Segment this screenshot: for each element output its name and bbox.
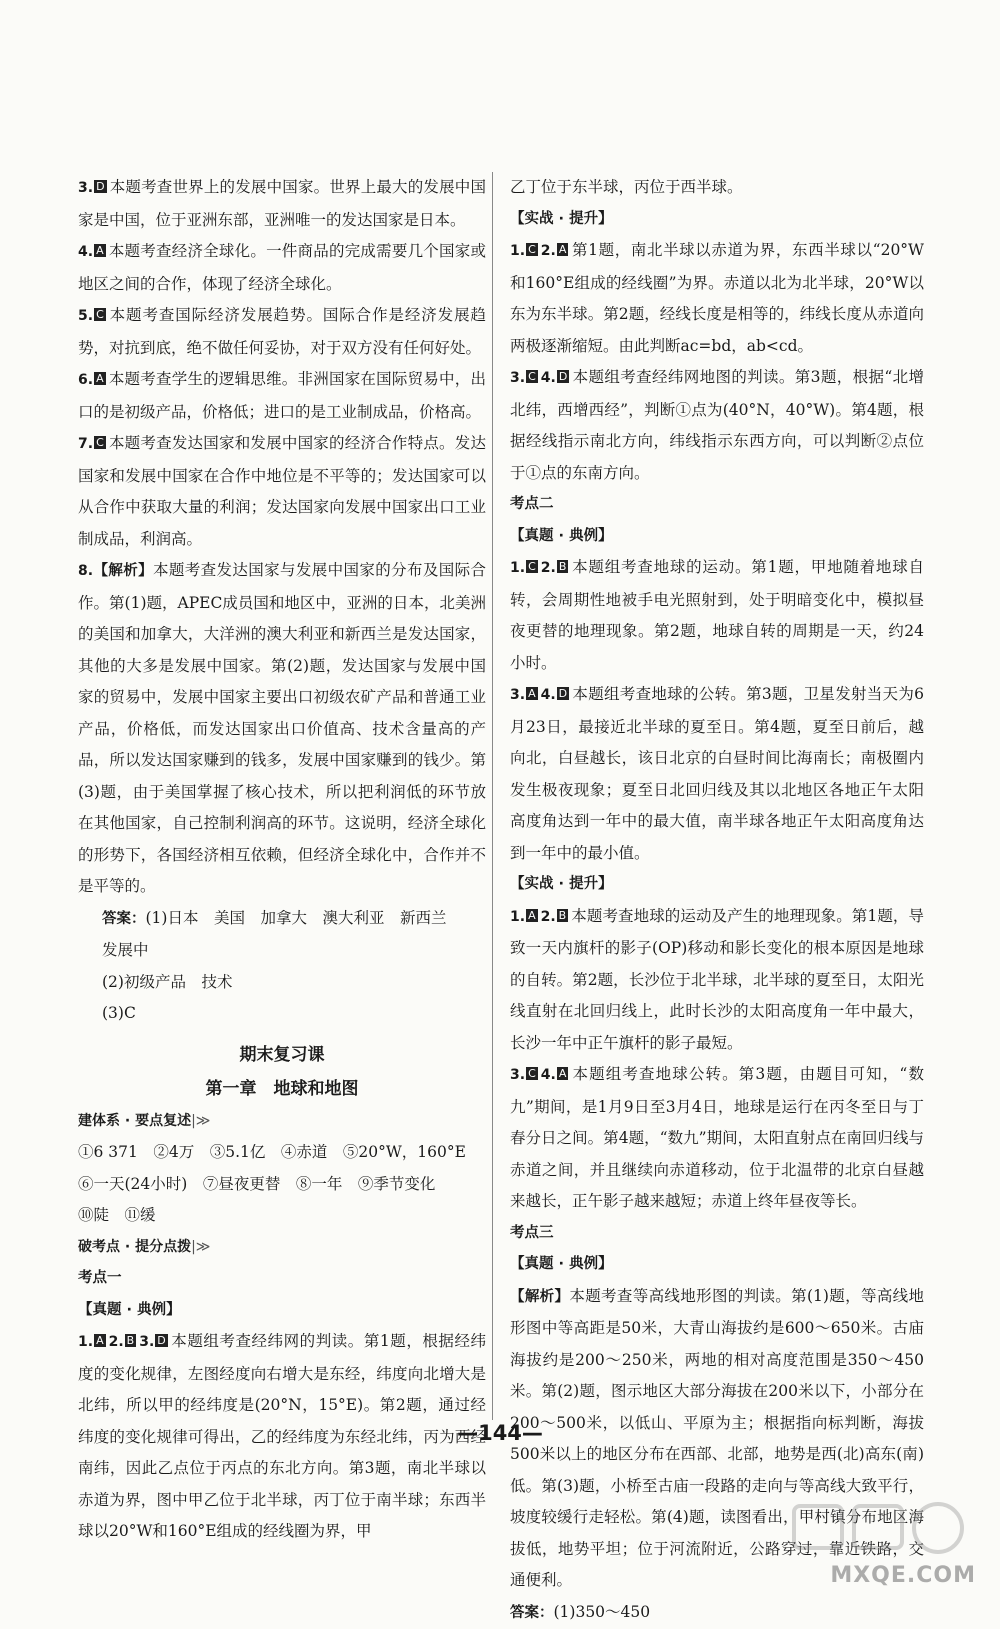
exam-questions-3-4 [510, 679, 924, 869]
question-text: 本题考查地球的运动及产生的地理现象。第1题，导致一天内旗杆的影子(OP)移动和影长变化的根本原因是地球的自转。第2题，长沙位于北半球，北半球的夏至日，太阳光线直射在北回归线上，此时长沙的太阳高度角一年中最大，长沙一年中正午旗杆的影子最短。 [510, 907, 924, 1052]
question-number: 2. [541, 560, 556, 576]
subsection-tag: 【真题 · 典例】 [78, 1295, 486, 1327]
answer-badge: D [155, 1334, 167, 1347]
question-7 [78, 428, 486, 555]
recap-line: ⑩陡 ⑪缓 [78, 1200, 486, 1232]
question-number: 4. [541, 1067, 556, 1083]
answer-line: (3)C [78, 998, 486, 1030]
answer-badge: C [526, 243, 538, 256]
question-number: 1. [510, 909, 525, 925]
answer-badge: C [94, 308, 106, 321]
answer-badge: A [94, 1334, 106, 1347]
answer-badge: A [94, 244, 106, 257]
keypoint-heading: 考点二 [510, 489, 924, 521]
question-text: 本题考查等高线地形图的判读。第(1)题，等高线地形图中等高距是50米，大青山海拔约是600～650米。古庙海拔约是200～250米，两地的相对高度范围是350～450米。第(2)题，图示地区大部分海拔在200米以下，小部分在200～500米，以低山、平原为主；根据指向标判断，海拔500米以上的地区分布在西部、北部，地势是西(北)高东(南)低。第(3)题，小桥至古庙一段路的走向与等高线大致平行，坡度较缓行走轻松。第(4)题，读图看出，甲村镇分布地区海拔低，地势平坦；位于河流附近，公路穿过，靠近铁路，交通便利。 [510, 1287, 924, 1590]
answer-badge: C [526, 370, 538, 383]
question-number: 8. [78, 563, 93, 579]
section-arrow-icon: |≫ [191, 1239, 210, 1255]
answer-badge: B [557, 560, 569, 573]
question-number: 3. [139, 1334, 154, 1350]
exam-questions-1-2 [510, 552, 924, 679]
question-text: 本题组考查地球的公转。第3题，卫星发射当天为6月23日，最接近北半球的夏至日。第4题，夏至日前后，越向北，白昼越长，该日北京的白昼时间比海南长；南极圈内发生极夜现象；夏至日北回归线及其以北地区各地正午太阳高度角达到一年中的最大值，南半球各地正午太阳高度角达到一年中的最小值。 [510, 685, 924, 862]
practice-questions-1-2 [510, 235, 924, 362]
right-column [510, 172, 924, 1629]
question-number: 4. [78, 244, 93, 260]
continued-text: 乙丁位于东半球，丙位于西半球。 [510, 172, 924, 204]
question-number: 3. [510, 370, 525, 386]
question-text: 第1题，南北半球以赤道为界，东西半球以“20°W和160°E组成的经线圈”为界。赤道以北为北半球，20°W以东为东半球。第2题，经线长度是相等的，纬线长度从赤道向两极逐渐缩短。由此判断ac=bd，ab<cd。 [510, 241, 924, 355]
answer-badge: D [557, 687, 569, 700]
question-number: 2. [541, 243, 556, 259]
question-number: 3. [510, 1067, 525, 1083]
section-heading-keypoints [78, 1232, 486, 1264]
question-3 [78, 172, 486, 236]
question-text: 本题考查世界上的发展中国家。世界上最大的发展中国家是中国，位于亚洲东部，亚洲唯一的发达国家是日本。 [78, 178, 486, 229]
question-number: 4. [541, 370, 556, 386]
practice-questions-3-4 [510, 362, 924, 489]
analysis-tag: 【解析】 [93, 563, 153, 579]
question-5 [78, 300, 486, 364]
section-heading-text: 破考点 · 提分点拨 [78, 1239, 191, 1255]
subsection-tag: 【真题 · 典例】 [510, 521, 924, 553]
answer-badge: B [125, 1334, 137, 1347]
section-heading-text: 建体系 · 要点复述 [78, 1113, 191, 1129]
question-text: 本题考查发达国家与发展中国家的分布及国际合作。第(1)题，APEC成员国和地区中，亚洲的日本，北美洲的美国和加拿大，大洋洲的澳大利亚和新西兰是发达国家，其他的大多是发展中国家。第(2)题，发达国家与发展中国家的贸易中，发展中国家主要出口初级农矿产品和普通工业产品，价格低，而发达国家出口价值高、技术含量高的产品，所以发达国家赚到的钱多，发展中国家赚到的钱少。第(3)题，由于美国掌握了核心技术，所以把利润低的环节放在其他国家，自己控制利润高的环节。这说明，经济全球化的形势下，各国经济相互依赖，但经济全球化中，合作并不是平等的。 [78, 561, 486, 895]
section-arrow-icon: |≫ [191, 1113, 210, 1129]
question-text: 本题考查经济全球化。一件商品的完成需要几个国家或地区之间的合作，体现了经济全球化。 [78, 242, 486, 293]
review-title: 期末复习课 [78, 1038, 486, 1072]
answer-badge: C [526, 560, 538, 573]
practice2-questions-3-4 [510, 1059, 924, 1218]
question-6 [78, 364, 486, 428]
answer-badge: A [526, 687, 538, 700]
analysis-tag: 【解析】 [510, 1289, 569, 1305]
keypoint-heading: 考点三 [510, 1218, 924, 1250]
subsection-tag: 【实战 · 提升】 [510, 869, 924, 901]
question-number: 1. [510, 560, 525, 576]
question-number: 4. [541, 687, 556, 703]
question-text: 本题考查学生的逻辑思维。非洲国家在国际贸易中，出口的是初级产品，价格低；进口的是工业制成品，价格高。 [78, 370, 486, 421]
question-text: 本题考查国际经济发展趋势。国际合作是经济发展趋势，对抗到底，绝不做任何妥协，对于双方没有任何好处。 [78, 306, 486, 357]
recap-line: ①6 371 ②4万 ③5.1亿 ④赤道 ⑤20°W，160°E [78, 1137, 486, 1169]
keypoint-heading: 考点一 [78, 1263, 486, 1295]
answer-badge: C [94, 436, 106, 449]
subsection-tag: 【真题 · 典例】 [510, 1249, 924, 1281]
page-number: —144— [0, 1418, 1000, 1450]
answer-badge: D [557, 370, 569, 383]
question-text: 本题组考查经纬网地图的判读。第3题，根据“北增北纬，西增西经”，判断①点为(40°N，40°W)。第4题，根据经线指示南北方向，纬线指示东西方向，可以判断②点位于①点的东南方向。 [510, 368, 924, 482]
answer-line: (1)日本 美国 加拿大 澳大利亚 新西兰 [146, 909, 447, 927]
answer-line: 发展中 [78, 935, 486, 967]
recap-line: ⑥一天(24小时) ⑦昼夜更替 ⑧一年 ⑨季节变化 [78, 1169, 486, 1201]
question-text: 本题组考查地球的运动。第1题，甲地随着地球自转，会周期性地被手电光照射到，处于明暗变化中，模拟昼夜更替的地理现象。第2题，地球自转的周期是一天，约24小时。 [510, 558, 924, 672]
subsection-tag: 【实战 · 提升】 [510, 204, 924, 236]
answer-badge: D [94, 180, 106, 193]
question-number: 6. [78, 372, 93, 388]
question-number: 2. [541, 909, 556, 925]
answer-line: (1)350～450 [554, 1603, 651, 1621]
answer-badge: A [557, 243, 569, 256]
answer-block [510, 1597, 924, 1629]
question-number: 2. [109, 1334, 124, 1350]
question-number: 5. [78, 308, 93, 324]
answer-label: 答案： [510, 1605, 554, 1621]
answer-badge: A [526, 909, 538, 922]
question-4 [78, 236, 486, 300]
practice2-questions-1-2 [510, 901, 924, 1060]
column-divider [492, 172, 493, 1420]
question-number: 1. [78, 1334, 93, 1350]
answer-badge: A [94, 372, 106, 385]
question-text: 本题组考查经纬网的判读。第1题，根据经纬度的变化规律，左图经度向右增大是东经，纬度向北增大是北纬，所以甲的经纬度是(20°N，15°E)。第2题，通过经纬度的变化规律可得出，乙的经纬度为东经北纬，丙为西经南纬，因此乙点位于丙点的东北方向。第3题，南北半球以赤道为界，图中甲乙位于北半球，丙丁位于南半球；东西半球以20°W和160°E组成的经线圈为界，甲 [78, 1332, 486, 1540]
answer-badge: C [526, 1067, 538, 1080]
answer-block [78, 903, 486, 936]
question-number: 3. [78, 180, 93, 196]
answer-line: (2)初级产品 技术 [78, 967, 486, 999]
left-column [78, 172, 486, 1548]
answer-badge: B [557, 909, 569, 922]
question-number: 7. [78, 436, 93, 452]
section-heading-system [78, 1106, 486, 1138]
watermark-text: MXQE.COM [830, 1560, 976, 1592]
answer-label: 答案： [102, 911, 146, 927]
question-number: 1. [510, 243, 525, 259]
question-8 [78, 555, 486, 903]
question-text: 本题组考查地球公转。第3题，由题目可知，“数九”期间，是1月9日至3月4日，地球是运行在丙冬至日与丁春分日之间。第4题，“数九”期间，太阳直射点在南回归线与赤道之间，并且继续向赤道移动，位于北温带的北京白昼越来越长，正午影子越来越短；赤道上终年昼夜等长。 [510, 1065, 924, 1210]
question-text: 本题考查发达国家和发展中国家的经济合作特点。发达国家和发展中国家在合作中地位是不平等的；发达国家可以从合作中获取大量的利润；发达国家向发展中国家出口工业制成品，利润高。 [78, 434, 486, 548]
chapter-title: 第一章 地球和地图 [78, 1072, 486, 1106]
question-number: 3. [510, 687, 525, 703]
answer-badge: A [557, 1067, 569, 1080]
